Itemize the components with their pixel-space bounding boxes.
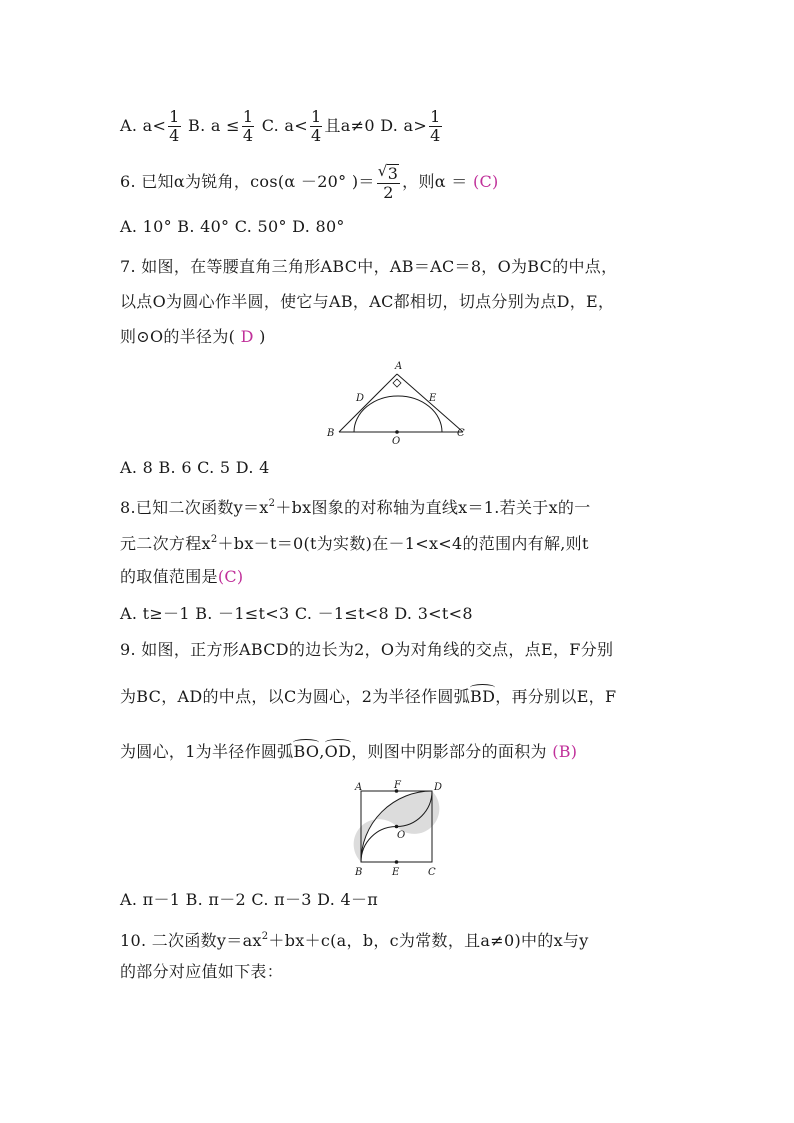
answer-mark: (B)	[552, 742, 578, 761]
q7-line-3: 则⊙O的半径为( D )	[120, 327, 266, 346]
fraction: $\frac{1}{4}$	[430, 107, 441, 145]
q7-line-2: 以点O为圆心作半圆，使它与AB，AC都相切，切点分别为点D，E，	[120, 292, 615, 311]
arc-notation: BO	[293, 738, 319, 762]
fraction: $\frac{1}{4}$	[169, 107, 180, 145]
q8-options: A. t≥－1 B. －1≤t<3 C. －1≤t<8 D. 3<t<8	[120, 604, 473, 623]
q9-line-2: 为BC，AD的中点，以C为圆心，2为半径作圆弧BD，再分别以E，F	[120, 683, 616, 707]
label-F: F	[394, 780, 401, 791]
label-O: O	[392, 436, 401, 447]
label-C: C	[457, 428, 465, 439]
q6-stem: 6. 已知α为锐角，cos(α －20° )＝ √ 3 2 ，则α ＝ (C)	[120, 161, 499, 202]
answer-mark: D	[240, 327, 260, 346]
q8-line-3: 的取值范围是(C)	[120, 567, 244, 586]
q9-options: A. π－1 B. π－2 C. π－3 D. 4－π	[120, 890, 379, 909]
answer-mark: (C)	[217, 567, 244, 586]
label-C: C	[428, 867, 436, 878]
q5-options: A. a< $\frac{1}{4}$ B. a ≤ $\frac{1}{4}$ C. a< $\frac{1}{4}$ 且a≠0 D. a> $\frac{1}{4}$	[120, 107, 441, 145]
q8-line-1: 8.已知二次函数$y=x^2+bx$图象的对称轴为直线x＝1.若关于x的一	[120, 498, 591, 517]
q7-triangle-figure	[322, 357, 472, 447]
label-B: B	[327, 428, 335, 439]
fraction: $\frac{1}{4}$	[310, 107, 322, 145]
arc-notation: OD	[325, 738, 352, 762]
answer-mark: (C)	[472, 172, 499, 191]
q10-line-1: 10. 二次函数$y=ax^2+bx+c(a$，b，c为常数，且a≠0)中的x与y	[120, 931, 589, 950]
q10-line-2: 的部分对应值如下表：	[120, 962, 284, 981]
label-D: D	[356, 393, 365, 404]
fraction: √ 3 2	[377, 161, 399, 202]
label-D: D	[434, 782, 443, 793]
arc-notation: BD	[470, 683, 495, 707]
q6-options: A. 10° B. 40° C. 50° D. 80°	[120, 217, 345, 236]
label-E: E	[429, 393, 437, 404]
fraction: $\frac{1}{4}$	[242, 107, 254, 145]
q9-square-figure	[350, 780, 445, 880]
q7-options: A. 8 B. 6 C. 5 D. 4	[120, 458, 270, 477]
label-A: A	[355, 782, 363, 793]
q9-line-3: 为圆心，1为半径作圆弧BO,OD，则图中阴影部分的面积为 (B)	[120, 738, 577, 762]
q7-line-1: 7. 如图，在等腰直角三角形ABC中，AB＝AC＝8，O为BC的中点，	[120, 257, 618, 276]
q8-line-2: 元二次方程$x^2+bx-t=0(t$为实数)在－1<x<4的范围内有解,则t	[120, 534, 589, 553]
label-B: B	[355, 867, 363, 878]
square-root: √ 3	[377, 161, 399, 183]
q9-line-1: 9. 如图，正方形ABCD的边长为2，O为对角线的交点，点E，F分别	[120, 640, 614, 659]
label-A: A	[395, 361, 403, 372]
label-E: E	[392, 867, 400, 878]
label-O: O	[397, 830, 406, 841]
